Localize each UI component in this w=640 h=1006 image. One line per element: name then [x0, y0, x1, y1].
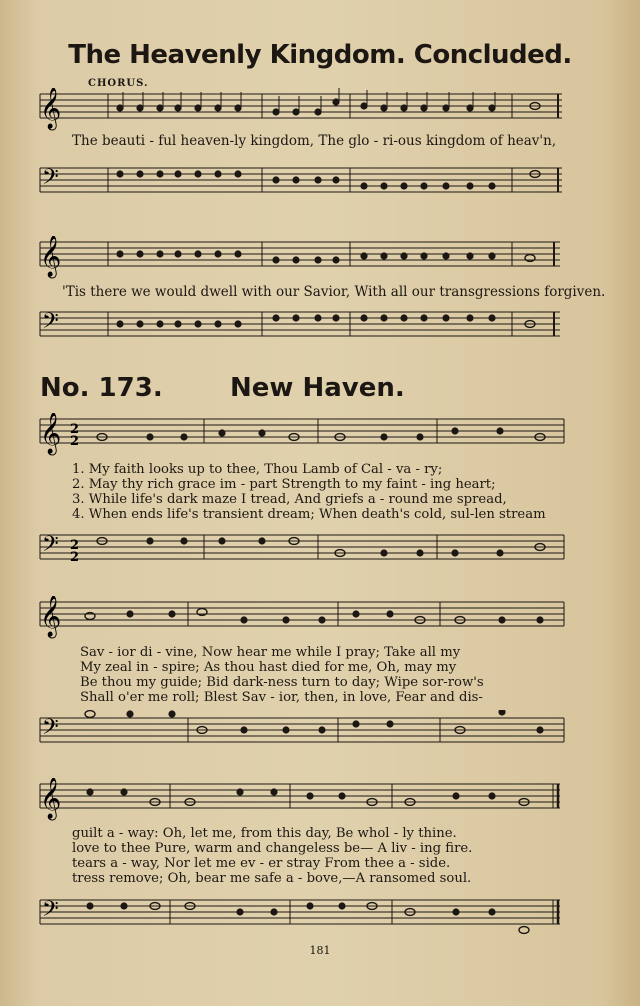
svg-text:2: 2	[70, 434, 80, 449]
svg-text:2: 2	[70, 422, 80, 437]
hymn-number: No. 173.	[40, 373, 163, 403]
verse-line-1-1: 1. My faith looks up to thee, Thou Lamb of Cal - va - ry;	[72, 462, 443, 477]
verse-line-1-2: 2. May thy rich grace im - part Strength to my faint - ing heart;	[72, 477, 496, 492]
svg-text:𝄢: 𝄢	[42, 532, 59, 562]
staff-treble-3	[0, 413, 640, 463]
svg-text:𝄞: 𝄞	[40, 778, 62, 819]
page-number: 181	[309, 944, 331, 957]
staff-bass-4	[0, 710, 640, 760]
verse-line-1-3: 3. While life's dark maze I tread, And griefs a - round me spread,	[72, 492, 507, 507]
svg-text:𝄢: 𝄢	[42, 309, 59, 339]
hymn-title: New Haven.	[230, 373, 405, 403]
svg-text:2: 2	[70, 538, 80, 553]
staff-bass-5	[0, 892, 640, 942]
svg-text:𝄢: 𝄢	[42, 897, 59, 927]
page-title: The Heavenly Kingdom. Concluded.	[68, 40, 572, 70]
staff-treble-5	[0, 778, 640, 828]
verse-line-2-2: My zeal in - spire; As thou hast died for me, Oh, may my	[80, 660, 457, 675]
svg-text:𝄞: 𝄞	[40, 596, 62, 637]
chorus-label: CHORUS.	[88, 78, 149, 89]
verse-line-2-4: Shall o'er me roll; Blest Sav - ior, then, in love, Fear and dis-	[80, 690, 483, 705]
svg-text:𝄞: 𝄞	[40, 413, 62, 454]
svg-text:2: 2	[70, 550, 80, 565]
svg-text:𝄢: 𝄢	[42, 165, 59, 195]
concluded-lyric-line-2: 'Tis there we would dwell with our Savior, With all our transgressions forgiven.	[62, 284, 606, 300]
verse-line-3-4: tress remove; Oh, bear me safe a - bove,—A ransomed soul.	[72, 871, 472, 886]
staff-bass-1	[0, 160, 640, 210]
verse-line-3-1: guilt a - way: Oh, let me, from this day, Be whol - ly thine.	[72, 826, 457, 841]
concluded-lyric-line-1: The beauti - ful heaven-ly kingdom, The glo - ri-ous kingdom of heav'n,	[72, 133, 557, 149]
svg-text:𝄢: 𝄢	[42, 715, 59, 745]
verse-line-3-2: love to thee Pure, warm and changeless be— A liv - ing fire.	[72, 841, 473, 856]
staff-treble-4	[0, 596, 640, 646]
staff-bass-2	[0, 304, 640, 354]
staff-bass-3	[0, 527, 640, 577]
verse-line-2-1: Sav - ior di - vine, Now hear me while I pray; Take all my	[80, 645, 461, 660]
verse-line-3-3: tears a - way, Nor let me ev - er stray From thee a - side.	[72, 856, 451, 871]
staff-treble-1	[0, 88, 640, 138]
svg-text:𝄞: 𝄞	[40, 88, 62, 129]
verse-line-2-3: Be thou my guide; Bid dark-ness turn to day; Wipe sor-row's	[80, 675, 484, 690]
staff-treble-2	[0, 236, 640, 286]
verse-line-1-4: 4. When ends life's transient dream; When death's cold, sul-len stream	[72, 507, 546, 522]
svg-text:𝄞: 𝄞	[40, 236, 62, 277]
